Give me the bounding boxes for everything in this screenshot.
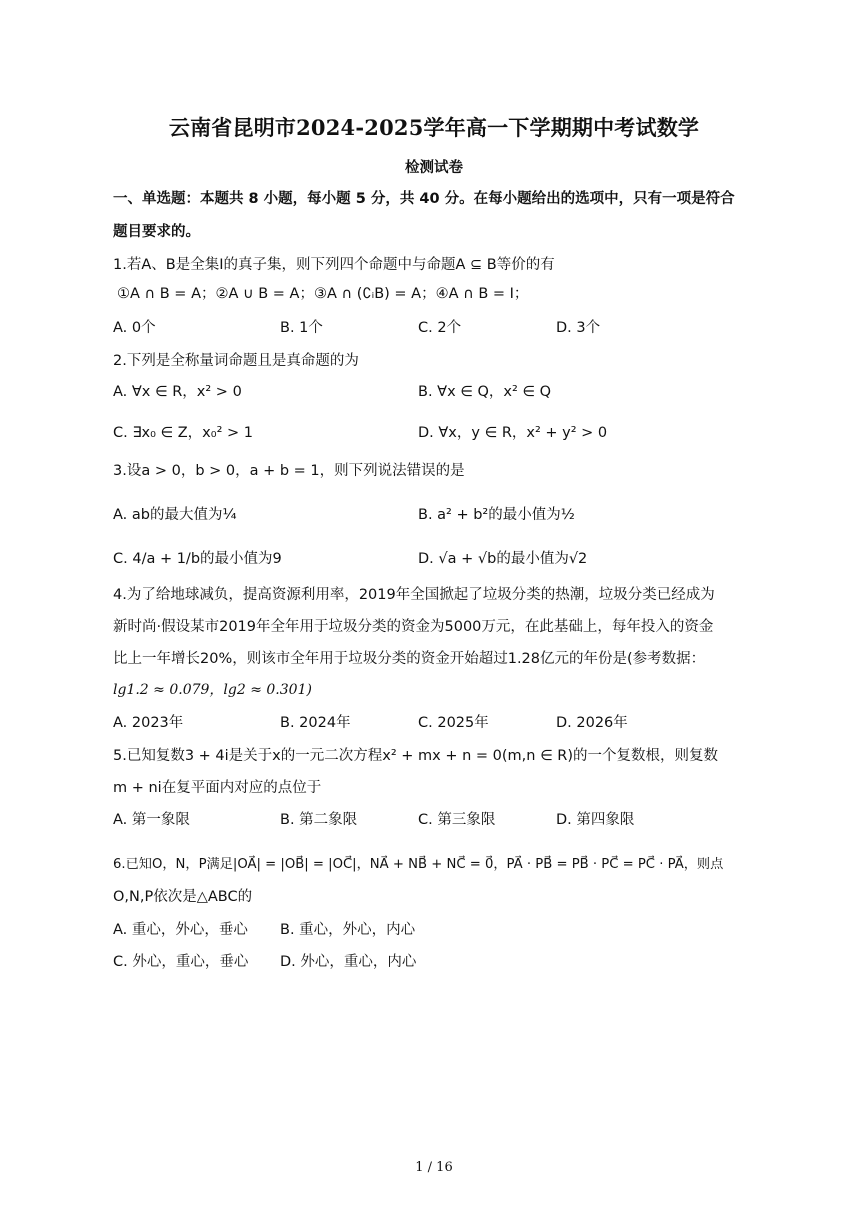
question-5-stem-line2: m + ni在复平面内对应的点位于 [113, 780, 322, 796]
question-6-option-b: B. 重心，外心，内心 [280, 922, 416, 938]
question-4-option-c: C. 2025年 [418, 715, 489, 731]
question-5-option-d: D. 第四象限 [556, 812, 635, 828]
question-4-option-a: A. 2023年 [113, 715, 184, 731]
question-4-stem-line1: 4.为了给地球减负，提高资源利用率，2019年全国掀起了垃圾分类的热潮，垃圾分类已经成为 [113, 587, 715, 603]
section-heading-line1: 一、单选题：本题共 8 小题，每小题 5 分，共 40 分。在每小题给出的选项中，只有一项是符合 [113, 191, 735, 207]
question-6-stem-line1: 6.已知O，N，P满足|OA⃗| = |OB⃗| = |OC⃗|，NA⃗ + NB⃗ + NC⃗ = 0⃗，PA⃗ · PB⃗ = PB⃗ · PC⃗ = PC⃗ · PA⃗，则点 [113, 857, 724, 872]
question-1-option-c: C. 2个 [418, 320, 462, 336]
question-4-stem-line3: 比上一年增长20%，则该市全年用于垃圾分类的资金开始超过1.28亿元的年份是(参考数据： [113, 651, 706, 667]
question-4-option-b: B. 2024年 [280, 715, 351, 731]
question-2-option-a: A. ∀x ∈ R，x² > 0 [113, 384, 242, 400]
question-3-option-b: B. a² + b²的最小值为½ [418, 507, 575, 523]
question-5-option-b: B. 第二象限 [280, 812, 358, 828]
page-number: 1 / 16 [415, 1160, 453, 1175]
question-3-option-c: C. 4/a + 1/b的最小值为9 [113, 551, 282, 567]
question-3-stem: 3.设a > 0，b > 0，a + b = 1，则下列说法错误的是 [113, 463, 465, 479]
page-title: 云南省昆明市2024-2025学年高一下学期期中考试数学 [168, 115, 700, 140]
page-subtitle: 检测试卷 [405, 160, 463, 176]
question-4-stem-line4: lg1.2 ≈ 0.079，lg2 ≈ 0.301) [113, 682, 312, 698]
question-5-stem-line1: 5.已知复数3 + 4i是关于x的一元二次方程x² + mx + n = 0(m,n ∈ R)的一个复数根，则复数 [113, 748, 719, 764]
question-4-option-d: D. 2026年 [556, 715, 628, 731]
question-2-option-c: C. ∃x₀ ∈ Z，x₀² > 1 [113, 425, 253, 441]
section-heading-line2: 题目要求的。 [113, 224, 200, 240]
question-5-option-a: A. 第一象限 [113, 812, 190, 828]
question-2-option-b: B. ∀x ∈ Q，x² ∈ Q [418, 384, 552, 400]
question-1-option-a: A. 0个 [113, 320, 156, 336]
question-6-option-d: D. 外心，重心，内心 [280, 954, 417, 970]
question-3-option-a: A. ab的最大值为¼ [113, 507, 237, 523]
question-2-stem: 2.下列是全称量词命题且是真命题的为 [113, 353, 359, 369]
question-4-stem-line2: 新时尚·假设某市2019年全年用于垃圾分类的资金为5000万元，在此基础上，每年投入的资金 [113, 619, 714, 635]
question-6-option-c: C. 外心，重心，垂心 [113, 954, 249, 970]
question-2-option-d: D. ∀x，y ∈ R，x² + y² > 0 [418, 425, 608, 441]
question-3-option-d: D. √a + √b的最小值为√2 [418, 551, 588, 567]
question-6-stem-line2: O,N,P依次是△ABC的 [113, 889, 253, 905]
question-1-option-d: D. 3个 [556, 320, 601, 336]
question-6-option-a: A. 重心，外心，垂心 [113, 922, 248, 938]
question-1-stem: 1.若A、B是全集I的真子集，则下列四个命题中与命题A ⊆ B等价的有 [113, 257, 555, 273]
question-1-option-b: B. 1个 [280, 320, 323, 336]
question-5-option-c: C. 第三象限 [418, 812, 496, 828]
question-1-stem-line2: ①A ∩ B = A；②A ∪ B = A；③A ∩ (∁ᵢB) = A；④A ∩ B = I； [117, 286, 529, 302]
